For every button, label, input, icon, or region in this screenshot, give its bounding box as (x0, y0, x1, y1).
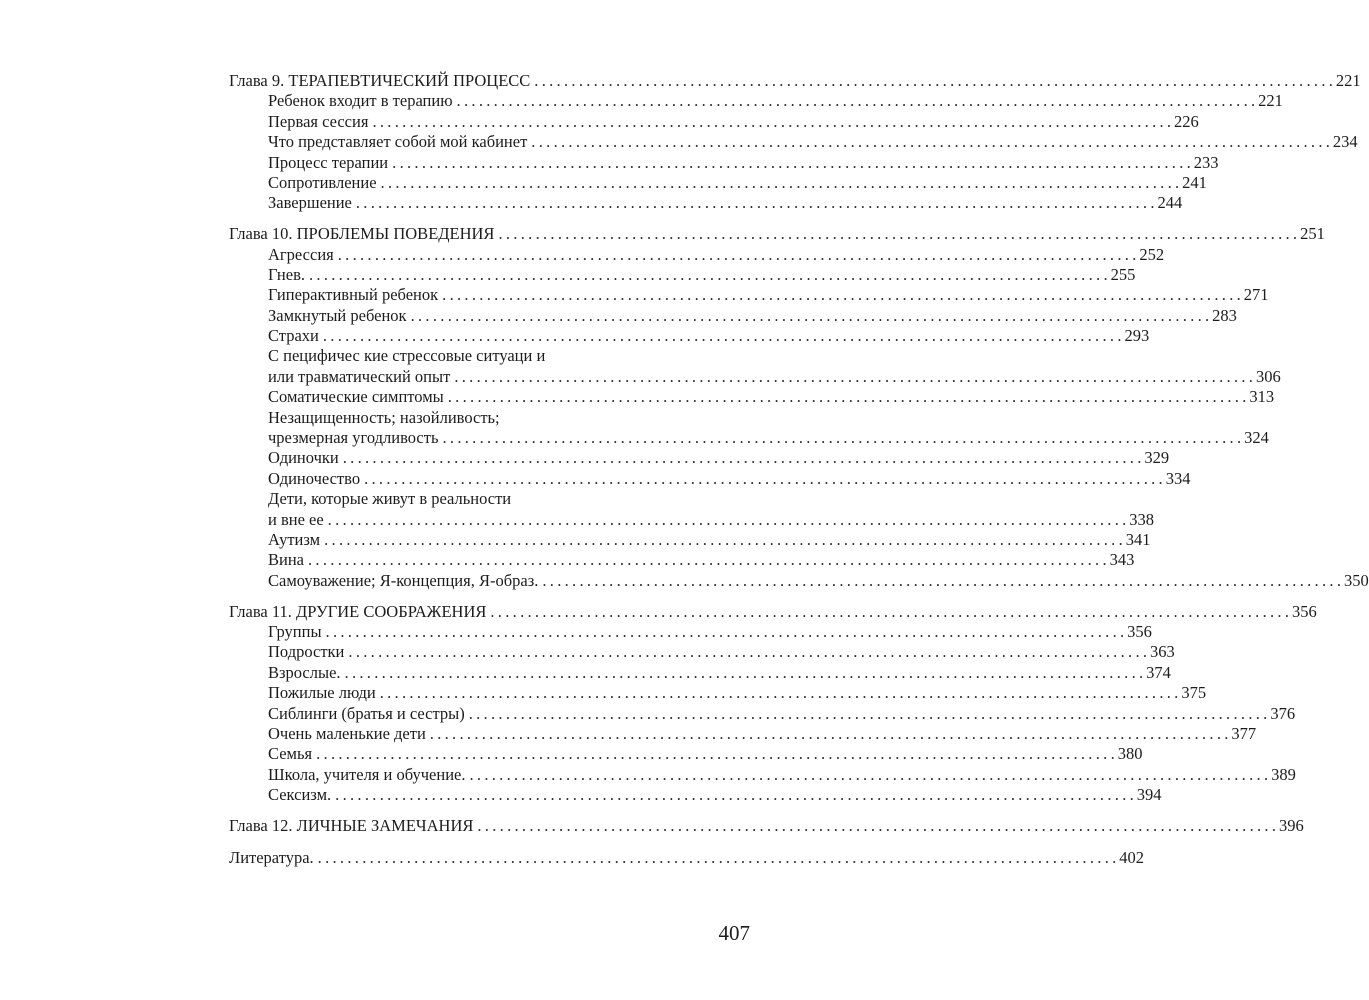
section-title: Пожилые люди (268, 683, 376, 703)
dot-leader (454, 367, 1253, 387)
section-title: Одиночество (268, 468, 361, 488)
section-page-number: 375 (1181, 683, 1207, 703)
dot-leader (490, 602, 1289, 622)
section-title: Сопротивление (268, 172, 377, 192)
section-title: и вне ее (268, 509, 324, 529)
section-page-number: 241 (1182, 172, 1207, 192)
section-page-number: 350 (1343, 570, 1369, 590)
section-title-line1: Незащищенность; назойливость; (268, 407, 500, 427)
section-title: Подростки (268, 642, 345, 662)
toc-section-entry-first-line (229, 489, 748, 509)
section-page-number: 376 (1270, 703, 1296, 723)
section-page-number: 293 (1124, 326, 1150, 346)
page-number: 407 (718, 921, 750, 945)
section-title: Аутизм (268, 529, 321, 549)
chapter-title: Глава 10. ПРОБЛЕМЫ ПОВЕДЕНИЯ (229, 224, 495, 244)
section-page-number: 380 (1117, 744, 1143, 764)
dot-leader (335, 785, 1134, 805)
section-title: Гиперактивный ребенок (268, 285, 439, 305)
section-page-number: 343 (1109, 550, 1135, 570)
section-title: Семья (268, 744, 313, 764)
toc-section-entry (229, 703, 1296, 724)
chapter-title: Глава 11. ДРУГИЕ СООБРАЖЕНИЯ (229, 601, 487, 621)
section-page-number: 283 (1212, 305, 1237, 325)
toc-chapter-entry (229, 224, 1325, 244)
toc-section-entry (229, 111, 1199, 132)
dot-leader (316, 744, 1115, 764)
section-title: или травматический опыт (268, 366, 451, 386)
section-title-line1: Дети, которые живут в реальности (268, 489, 512, 509)
chapter-page-number: 396 (1278, 815, 1304, 835)
section-page-number: 244 (1157, 193, 1183, 213)
dot-leader (442, 285, 1241, 305)
toc-section-entry (229, 326, 1150, 346)
toc-section-entry (229, 723, 1257, 744)
section-page-number: 313 (1249, 387, 1275, 407)
toc-section-entry (229, 387, 1275, 407)
section-title: Агрессия (268, 244, 334, 264)
section-title: Школа, учителя и обучение. (268, 764, 466, 784)
literature-page-number: 402 (1119, 848, 1145, 868)
toc-section-entry (229, 570, 1369, 591)
dot-leader (542, 571, 1341, 591)
literature-title: Литература. (229, 848, 314, 868)
toc-section-entry (229, 91, 1283, 111)
toc-chapter-entry (229, 601, 1317, 622)
dot-leader (469, 765, 1268, 785)
section-title: Сиблинги (братья и сестры) (268, 703, 465, 723)
toc-section-entry (229, 152, 1219, 173)
section-title: Вина (268, 550, 304, 570)
section-page-number: 341 (1125, 529, 1151, 549)
section-title: Группы (268, 621, 322, 641)
dot-leader (343, 448, 1142, 468)
section-page-number: 377 (1231, 723, 1257, 743)
section-page-number: 221 (1258, 91, 1283, 111)
dot-leader (364, 469, 1163, 489)
dot-leader (457, 91, 1256, 111)
section-title: Замкнутый ребенок (268, 305, 407, 325)
toc-section-entry (229, 244, 1165, 265)
dot-leader (324, 530, 1123, 550)
chapter-page-number: 221 (1335, 71, 1361, 90)
table-of-contents (229, 71, 1369, 869)
dot-leader (308, 550, 1107, 570)
toc-section-entry (229, 193, 1183, 213)
dot-leader (411, 306, 1210, 326)
section-page-number: 363 (1150, 642, 1175, 662)
toc-section-entry (229, 529, 1151, 550)
toc-section-entry (229, 172, 1207, 193)
dot-leader (534, 71, 1333, 91)
dot-leader (318, 848, 1117, 868)
section-page-number: 374 (1146, 662, 1171, 682)
section-page-number: 271 (1243, 285, 1269, 305)
toc-chapter-entry (229, 815, 1304, 836)
section-page-number: 306 (1255, 366, 1281, 386)
section-page-number: 255 (1110, 264, 1136, 284)
dot-leader (392, 153, 1191, 173)
section-page-number: 234 (1332, 132, 1358, 152)
dot-leader (345, 663, 1144, 683)
section-page-number: 338 (1129, 509, 1155, 529)
toc-section-entry (229, 744, 1143, 764)
section-page-number: 389 (1271, 764, 1296, 784)
toc-section-entry (229, 468, 1191, 489)
section-title: чрезмерная угодливость (268, 428, 439, 448)
section-title: Первая сессия (268, 111, 369, 131)
section-title: Завершение (268, 193, 352, 213)
dot-leader (348, 642, 1147, 662)
section-page-number: 252 (1139, 244, 1165, 264)
section-title: Процесс терапии (268, 152, 389, 172)
toc-section-entry (229, 642, 1175, 662)
toc-section-entry (229, 428, 1269, 448)
toc-section-entry (229, 683, 1207, 703)
section-title: Очень маленькие дети (268, 723, 426, 743)
section-title: Страхи (268, 326, 319, 346)
toc-section-entry-first-line (229, 346, 748, 366)
toc-section-entry (229, 264, 1136, 285)
dot-leader (430, 724, 1229, 744)
dot-leader (477, 816, 1276, 836)
toc-section-entry (229, 621, 1152, 642)
section-page-number: 233 (1193, 152, 1219, 172)
toc-literature-entry (229, 848, 1145, 868)
toc-section-entry (229, 285, 1269, 305)
chapter-title: Глава 9. ТЕРАПЕВТИЧЕСКИЙ ПРОЦЕСС (229, 71, 531, 90)
toc-section-entry (229, 662, 1171, 683)
dot-leader (372, 112, 1171, 132)
section-title: Одиночки (268, 448, 339, 468)
toc-section-entry (229, 785, 1162, 805)
toc-section-entry (229, 448, 1170, 468)
section-page-number: 324 (1244, 428, 1269, 448)
chapter-title: Глава 12. ЛИЧНЫЕ ЗАМЕЧАНИЯ (229, 815, 474, 835)
section-page-number: 394 (1136, 785, 1162, 805)
toc-section-entry (229, 305, 1237, 326)
toc-section-entry (229, 764, 1296, 785)
section-page-number: 226 (1174, 111, 1199, 131)
toc-section-entry-first-line (229, 408, 748, 428)
dot-leader (498, 224, 1297, 244)
section-title: Что представляет собой мой кабинет (268, 132, 528, 152)
dot-leader (380, 683, 1179, 703)
dot-leader (338, 245, 1137, 265)
dot-leader (356, 193, 1155, 213)
dot-leader (381, 173, 1180, 193)
section-page-number: 334 (1165, 468, 1191, 488)
dot-leader (309, 265, 1108, 285)
dot-leader (448, 387, 1247, 407)
dot-leader (469, 704, 1268, 724)
dot-leader (328, 510, 1127, 530)
toc-chapter-entry (229, 71, 1361, 91)
toc-section-entry (229, 366, 1281, 387)
chapter-page-number: 251 (1300, 224, 1325, 244)
section-title: Сексизм. (268, 785, 332, 805)
section-page-number: 356 (1127, 621, 1152, 641)
chapter-page-number: 356 (1291, 601, 1317, 621)
dot-leader (323, 326, 1122, 346)
toc-section-entry (229, 132, 1358, 152)
section-title: Самоуважение; Я-концепция, Я-образ. (268, 570, 539, 590)
section-page-number: 329 (1144, 448, 1170, 468)
section-title-line1: С пецифичес кие стрессовые ситуаци и (268, 346, 546, 366)
toc-section-entry (229, 550, 1135, 570)
section-title: Соматические симптомы (268, 387, 444, 407)
section-title: Гнев. (268, 264, 305, 284)
dot-leader (442, 428, 1241, 448)
section-title: Взрослые. (268, 662, 341, 682)
section-title: Ребенок входит в терапию (268, 91, 453, 111)
toc-section-entry (229, 509, 1155, 530)
dot-leader (326, 622, 1125, 642)
dot-leader (531, 132, 1330, 152)
